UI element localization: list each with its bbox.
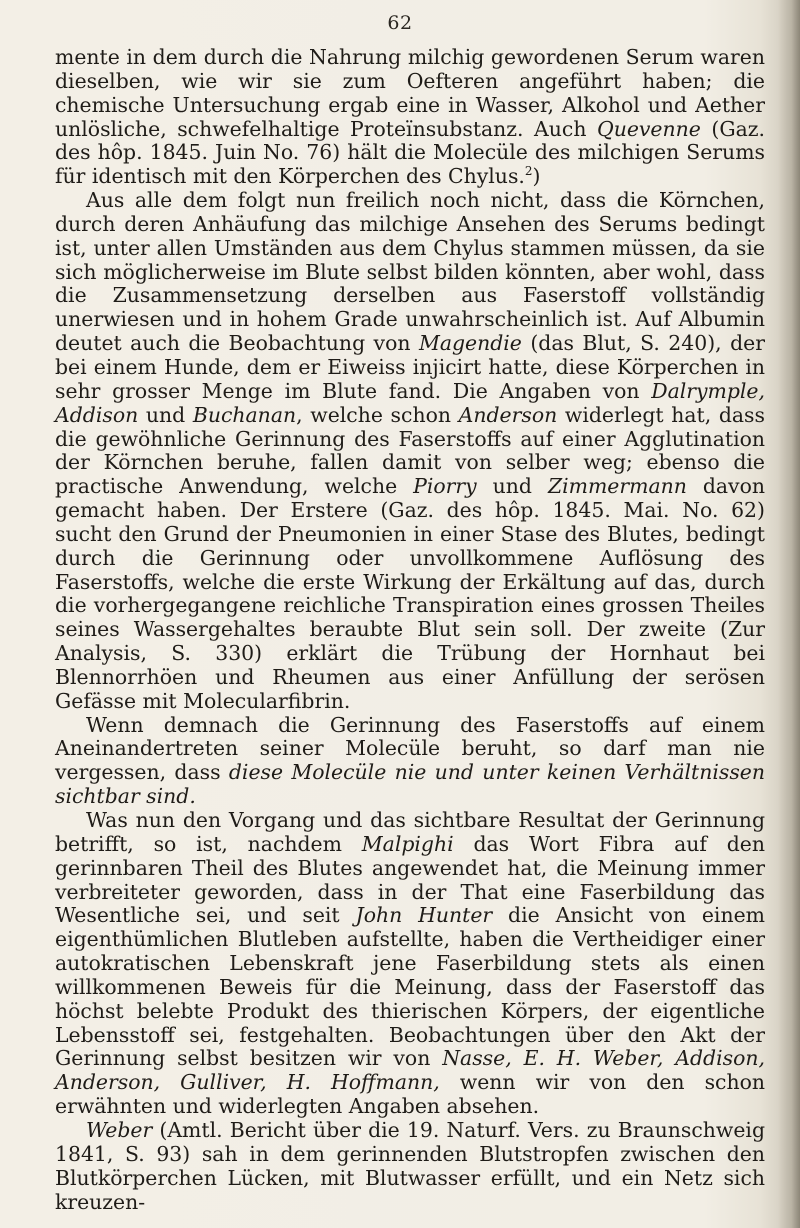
text-run: (Gaz. des hôp. 1845. Juin No. 76) hält die Molecüle des milchigen Serums für identisch mit den Körperchen des Chylus.	[55, 116, 765, 189]
text-run: , welche schon	[296, 402, 459, 427]
italic-run: Quevenne	[597, 116, 701, 141]
text-run: )	[532, 164, 541, 189]
italic-run: Nasse, E. H. Weber, Addison, Anderson, Gulliver, H. Hoffmann,	[55, 1046, 765, 1095]
italic-run: Magendie	[418, 331, 522, 356]
italic-run: John Hunter	[355, 903, 493, 928]
italic-run: Piorry	[413, 474, 477, 499]
text-run: wenn wir von den schon erwähnten und widerlegten Angaben absehen.	[55, 1070, 765, 1119]
text-run: und	[476, 474, 548, 499]
text-run: das Wort Fibra auf den gerinnbaren Theil des Blutes angewendet hat, die Meinung immer verbreiteter geworden, dass in der That eine Faserbildung das Wesentliche sei, und seit	[55, 831, 765, 928]
italic-run: Buchanan	[192, 402, 297, 427]
text-run: Wenn demnach die Gerinnung des Faserstoffs auf einem Aneinandertreten seiner Molecüle beruht, so darf man nie vergessen, dass	[55, 712, 765, 785]
body-text	[55, 46, 765, 1214]
page-edge-shadow	[778, 0, 800, 1228]
italic-run: diese Molecüle nie und unter keinen Verhältnissen sichtbar sind.	[55, 760, 765, 809]
text-run: Aus alle dem folgt nun freilich noch nicht, dass die Körnchen, durch deren Anhäufung das milchige Ansehen des Serums bedingt ist, unter allen Umständen aus dem Chylus stammen müssen, da sie sich möglicherweise im Blute selbst bilden könnten, aber wohl, dass die Zusammensetzung derselben aus Faserstoff vollständig unerwiesen und in hohem Grade unwahrscheinlich ist. Auf Albumin deutet auch die Beobachtung von	[55, 188, 765, 356]
paragraph	[55, 46, 765, 189]
italic-run: Malpighi	[361, 831, 454, 856]
italic-run: Zimmermann	[547, 474, 687, 499]
text-run: (das Blut, S. 240), der bei einem Hunde, dem er Eiweiss injicirt hatte, diese Körperchen in sehr grosser Menge im Blute fand. Die Angaben von	[55, 331, 765, 403]
paragraph	[55, 189, 765, 714]
paragraph	[55, 809, 765, 1119]
italic-run: Dalrymple, Addison	[55, 378, 765, 427]
text-run: und	[138, 402, 193, 427]
page-number: 62	[387, 12, 413, 34]
text-run: widerlegt hat, dass die gewöhnliche Gerinnung des Faserstoffs auf einer Agglutination der Körnchen beruhe, fallen damit von selber weg; ebenso die practische Anwendung, welche	[55, 402, 765, 499]
text-run: Was nun den Vorgang und das sichtbare Resultat der Gerinnung betrifft, so ist, nachdem	[55, 808, 765, 856]
footnote-marker: 2	[524, 164, 533, 179]
text-run: die Ansicht von einem eigenthümlichen Blutleben aufstellte, haben die Vertheidiger einer autokratischen Lebenskraft jene Faserbildung stets als einen willkommenen Beweis für die Meinung, dass der Faserstoff das höchst belebte Produkt des thierischen Körpers, der eigentliche Lebensstoff sei, festgehalten. Beobachtungen über den Akt der Gerinnung selbst besitzen wir von	[55, 903, 765, 1071]
paragraph	[55, 1119, 765, 1214]
text-run: mente in dem durch die Nahrung milchig gewordenen Serum waren dieselben, wie wir sie zum Oefteren angeführt haben; die chemische Untersuchung ergab eine in Wasser, Alkohol und Aether unlösliche, schwefelhaltige Proteïnsubstanz. Auch	[55, 45, 765, 141]
paragraph	[55, 714, 765, 809]
text-run: davon gemacht haben. Der Erstere (Gaz. des hôp. 1845. Mai. No. 62) sucht den Grund der Pneumonien in einer Stase des Blutes, bedingt durch die Gerinnung oder unvollkommene Auflösung des Faserstoffs, welche die erste Wirkung der Erkältung auf das, durch die vorhergegangene reichliche Transpiration eines grossen Theiles seines Wassergehaltes beraubte Blut sein soll. Der zweite (Zur Analysis, S. 330) erklärt die Trübung der Hornhaut bei Blennorrhöen und Rheumen aus einer Anfüllung der serösen Gefässe mit Molecularfibrin.	[55, 474, 765, 713]
text-run: (Amtl. Bericht über die 19. Naturf. Vers. zu Braunschweig 1841, S. 93) sah in dem gerinnenden Blutstropfen zwischen den Blutkörperchen Lücken, mit Blutwasser erfüllt, und ein Netz sich kreuzen-	[55, 1117, 765, 1214]
italic-run: Weber	[86, 1117, 153, 1142]
italic-run: Anderson	[458, 402, 558, 427]
